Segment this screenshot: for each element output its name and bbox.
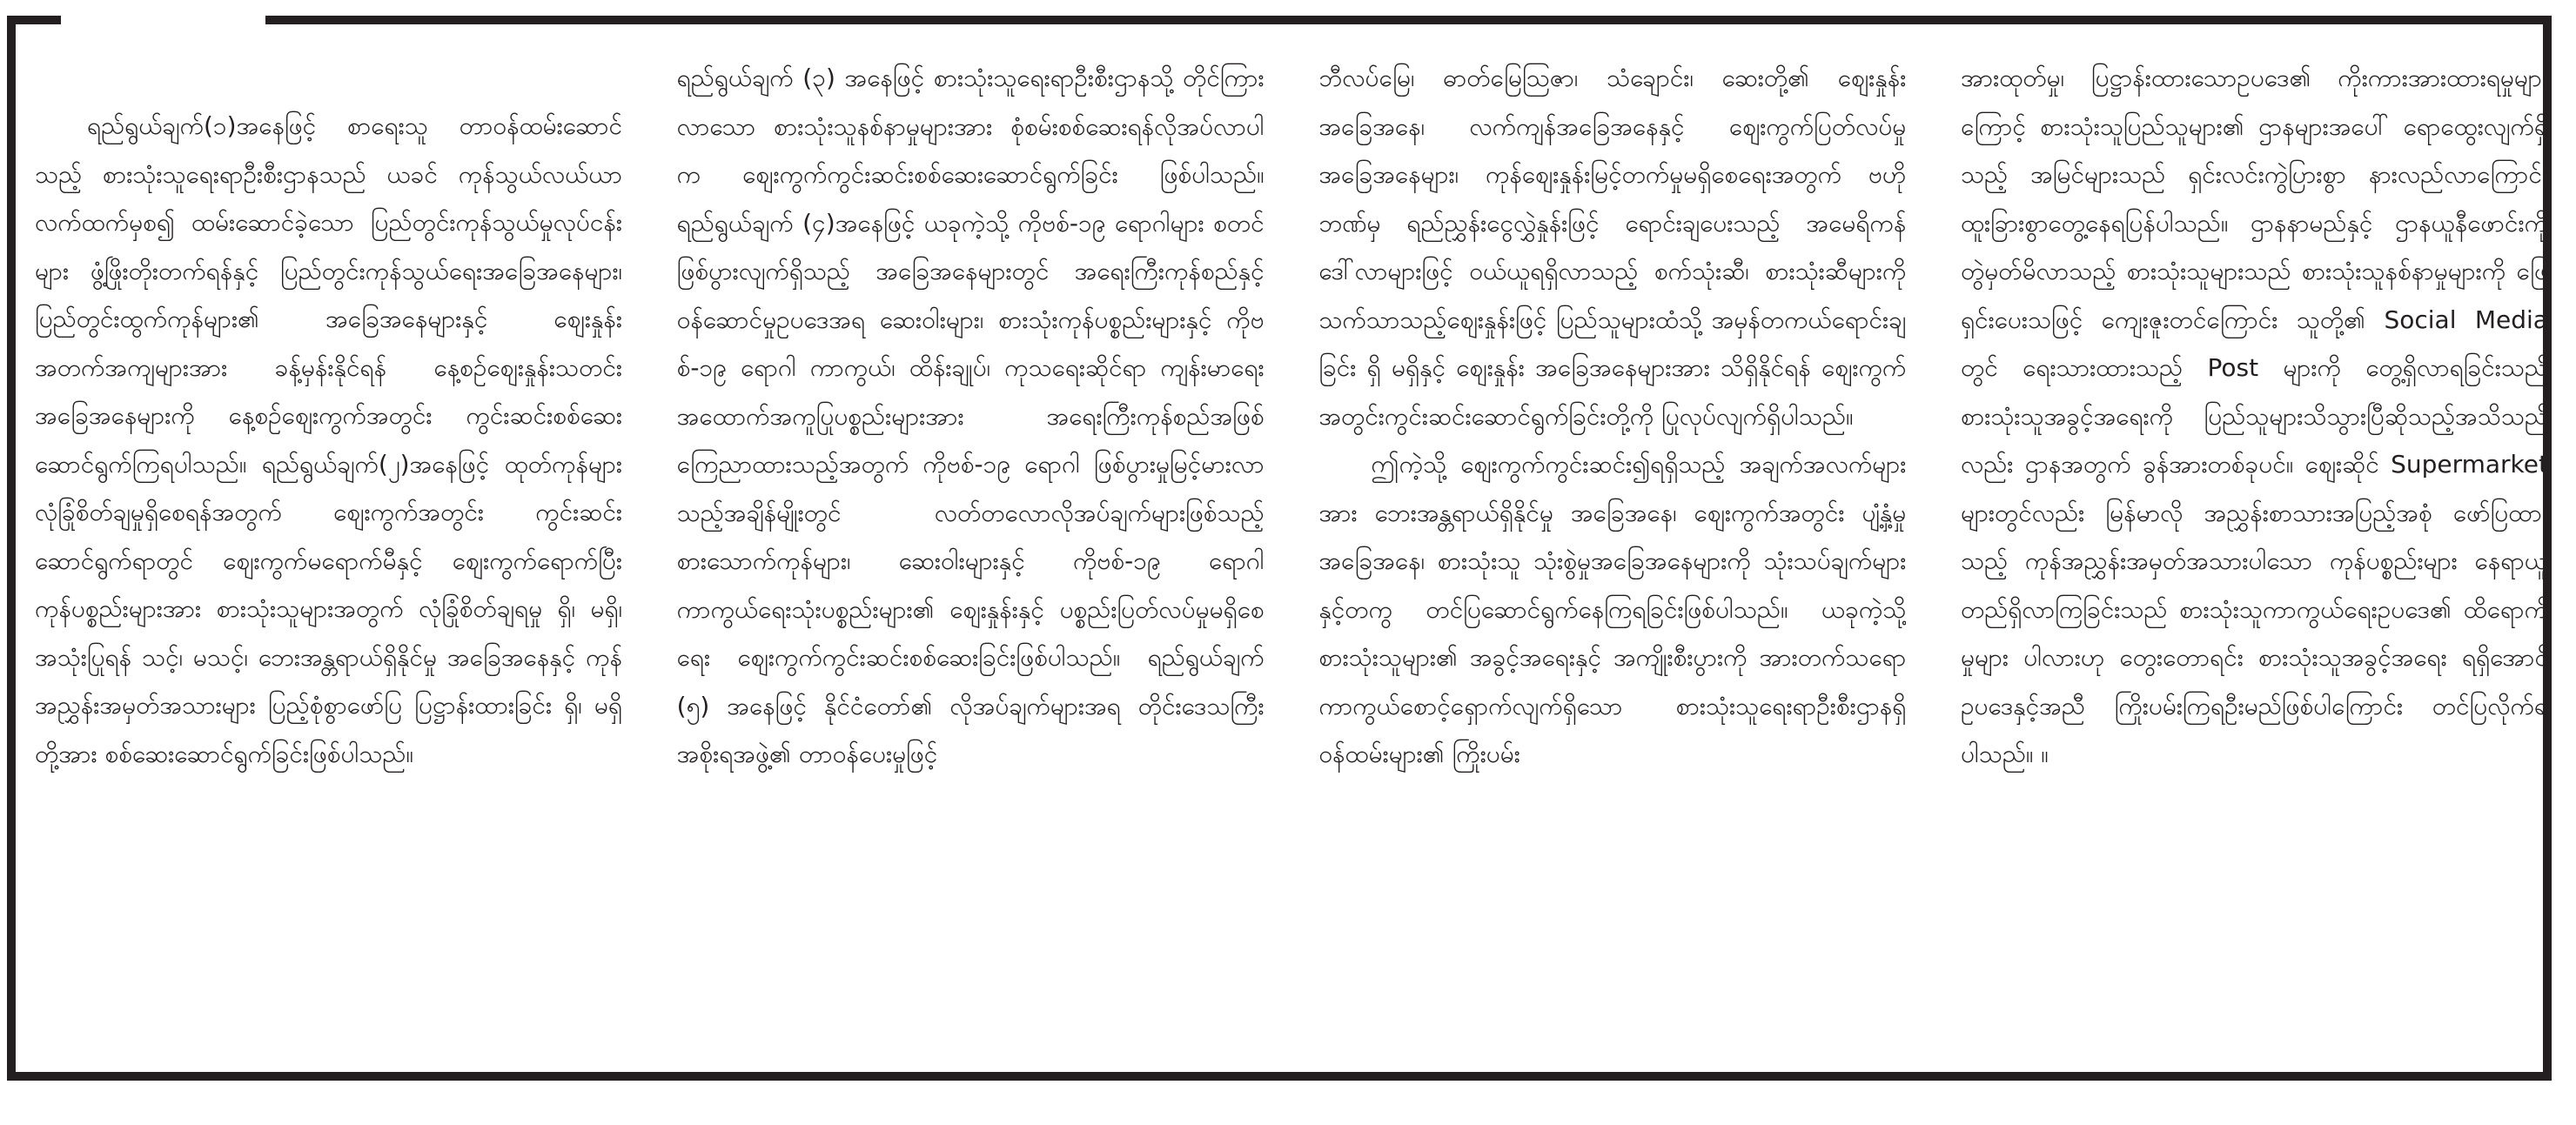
- column-1: [35, 54, 622, 1125]
- paragraph: ဘီလပ်မြေ၊ ဓာတ်မြေဩဇာ၊ သံချောင်း၊ ဆေးတို့၏ စျေးနှုန်းအခြေအနေ၊ လက်ကျန်အခြေအနေနှင့် စျေးကွက်ပြတ်လပ်မှုအခြေအနေများ၊ ကုန်စျေးနှုန်းမြင့်တက်မှုမရှိစေရေးအတွက် ဗဟိုဘဏ်မှ ရည်ညွှန်းငွေလွှဲနှုန်းဖြင့် ရောင်းချပေးသည့် အမေရိကန်ဒေါ်လာများဖြင့် ဝယ်ယူရရှိလာသည့် စက်သုံးဆီ၊ စားသုံးဆီများကို သက်သာသည့်စျေးနှုန်းဖြင့် ပြည်သူများထံသို့ အမှန်တကယ်ရောင်းချခြင်း ရှိ မရှိနှင့် စျေးနှုန်း အခြေအနေများအား သိရှိနိုင်ရန် စျေးကွက်အတွင်းကွင်းဆင်းဆောင်ရွက်ခြင်းတို့ကို ပြုလုပ်လျက်ရှိပါသည်။: [1318, 64, 1907, 431]
- paragraph: ရည်ရွယ်ချက် (၃) အနေဖြင့် စားသုံးသူရေးရာဦးစီးဌာနသို့ တိုင်ကြားလာသော စားသုံးသူနစ်နာမှုများအား စုံစမ်းစစ်ဆေးရန်လိုအပ်လာပါက စျေးကွက်ကွင်းဆင်းစစ်ဆေးဆောင်ရွက်ခြင်း ဖြစ်ပါသည်။ ရည်ရွယ်ချက် (၄)အနေဖြင့် ယခုကဲ့သို့ ကိုဗစ်-၁၉ ရောဂါများ စတင်ဖြစ်ပွားလျက်ရှိသည့် အခြေအနေများတွင် အရေးကြီးကုန်စည်နှင့် ဝန်ဆောင်မှုဥပဒေအရ ဆေးဝါးများ၊ စားသုံးကုန်ပစ္စည်းများနှင့် ကိုဗစ်-၁၉ ရောဂါ ကာကွယ်၊ ထိန်းချုပ်၊ ကုသရေးဆိုင်ရာ ကျန်းမာရေးအထောက်အကူပြုပစ္စည်းများအား အရေးကြီးကုန်စည်အဖြစ် ကြေညာထားသည့်အတွက် ကိုဗစ်-၁၉ ရောဂါ ဖြစ်ပွားမှုမြင့်မားလာသည့်အချိန်မျိုးတွင် လတ်တလောလိုအပ်ချက်များဖြစ်သည့် စားသောက်ကုန်များ၊ ဆေးဝါးများနှင့် ကိုဗစ်-၁၉ ရောဂါ ကာကွယ်ရေးသုံးပစ္စည်းများ၏ စျေးနှုန်းနှင့် ပစ္စည်းပြတ်လပ်မှုမရှိစေရေး စျေးကွက်ကွင်းဆင်းစစ်ဆေးခြင်းဖြစ်ပါသည်။ ရည်ရွယ်ချက် (၅) အနေဖြင့် နိုင်ငံတော်၏ လိုအပ်ချက်များအရ တိုင်းဒေသကြီးအစိုးရအဖွဲ့၏ တာဝန်ပေးမှုဖြင့်: [676, 64, 1265, 768]
- paragraph: အားထုတ်မှု၊ ပြဋ္ဌာန်းထားသောဥပဒေ၏ ကိုးကားအားထားရမှုများကြောင့် စားသုံးသူပြည်သူများ၏ ဌာနများအပေါ် ရောထွေးလျက်ရှိသည့် အမြင်များသည် ရှင်းလင်းကွဲပြားစွာ နားလည်လာကြောင်း ထူးခြားစွာတွေ့နေရပြန်ပါသည်။ ဌာနနာမည်နှင့် ဌာနယူနီဖောင်းကို တွဲမှတ်မိလာသည့် စားသုံးသူများသည် စားသုံးသူနစ်နာမှုများကို ဖြေရှင်းပေးသဖြင့် ကျေးဇူးတင်ကြောင်း သူတို့၏ Social Media တွင် ရေးသားထားသည့် Post များကို တွေ့ရှိလာရခြင်းသည် စားသုံးသူအခွင့်အရေးကို ပြည်သူများသိသွားပြီဆိုသည့်အသိသည်လည်း ဌာနအတွက် ခွန်အားတစ်ခုပင်။ စျေးဆိုင် Supermarket များတွင်လည်း မြန်မာလို အညွှန်းစာသားအပြည့်အစုံ ဖော်ပြထားသည့် ကုန်အညွှန်းအမှတ်အသားပါသော ကုန်ပစ္စည်းများ နေရာယူတည်ရှိလာကြခြင်းသည် စားသုံးသူကာကွယ်ရေးဥပဒေ၏ ထိရောက်မှုများ ပါလားဟု တွေးတောရင်း စားသုံးသူအခွင့်အရေး ရရှိအောင် ဥပဒေနှင့်အညီ ကြိုးပမ်းကြရဦးမည်ဖြစ်ပါကြောင်း တင်ပြလိုက်ရပါသည်။ ။: [1960, 64, 2548, 768]
- paragraph: ရည်ရွယ်ချက်(၁)အနေဖြင့် စာရေးသူ တာဝန်ထမ်းဆောင်သည့် စားသုံးသူရေးရာဦးစီးဌာနသည် ယခင် ကုန်သွယ်လယ်ယာလက်ထက်မှစ၍ ထမ်းဆောင်ခဲ့သော ပြည်တွင်းကုန်သွယ်မှုလုပ်ငန်းများ ဖွံ့ဖြိုးတိုးတက်ရန်နှင့် ပြည်တွင်းကုန်သွယ်ရေးအခြေအနေများ၊ ပြည်တွင်းထွက်ကုန်များ၏ အခြေအနေများနှင့် စျေးနှုန်းအတက်အကျများအား ခန့်မှန်းနိုင်ရန် နေ့စဉ်စျေးနှုန်းသတင်းအခြေအနေများကို နေ့စဉ်စျေးကွက်အတွင်း ကွင်းဆင်းစစ်ဆေးဆောင်ရွက်ကြရပါသည်။ ရည်ရွယ်ချက်(၂)အနေဖြင့် ထုတ်ကုန်များ လုံခြုံစိတ်ချမှုရှိစေရန်အတွက် စျေးကွက်အတွင်း ကွင်းဆင်းဆောင်ရွက်ရာတွင် စျေးကွက်မရောက်မီနှင့် စျေးကွက်ရောက်ပြီး ကုန်ပစ္စည်းများအား စားသုံးသူများအတွက် လုံခြုံစိတ်ချရမှု ရှိ၊ မရှိ၊ အသုံးပြုရန် သင့်၊ မသင့်၊ ဘေးအန္တရာယ်ရှိနိုင်မှု အခြေအနေနှင့် ကုန်အညွှန်းအမှတ်အသားများ ပြည့်စုံစွာဖော်ပြ ပြဋ္ဌာန်းထားခြင်း ရှိ၊ မရှိ တို့အား စစ်ဆေးဆောင်ရွက်ခြင်းဖြစ်ပါသည်။: [35, 111, 622, 768]
- column-2: [677, 54, 1265, 1077]
- column-3: [1318, 54, 1906, 1077]
- article-body: [35, 54, 2548, 1077]
- frame-top-gap: [61, 9, 265, 28]
- column-4: [1961, 54, 2548, 1077]
- paragraph: ဤကဲ့သို့ စျေးကွက်ကွင်းဆင်း၍ရရှိသည့် အချက်အလက်များအား ဘေးအန္တရာယ်ရှိနိုင်မှု အခြေအနေ၊ စျေးကွက်အတွင်း ပျံ့နှံ့မှုအခြေအနေ၊ စားသုံးသူ သုံးစွဲမှုအခြေအနေများကို သုံးသပ်ချက်များနှင့်တကွ တင်ပြဆောင်ရွက်နေကြရခြင်းဖြစ်ပါသည်။ ယခုကဲ့သို့ စားသုံးသူများ၏ အခွင့်အရေးနှင့် အကျိုးစီးပွားကို အားတက်သရော ကာကွယ်စောင့်ရှောက်လျက်ရှိသော စားသုံးသူရေးရာဦးစီးဌာနရှိ ဝန်ထမ်းများ၏ ကြိုးပမ်း: [1318, 450, 1907, 768]
